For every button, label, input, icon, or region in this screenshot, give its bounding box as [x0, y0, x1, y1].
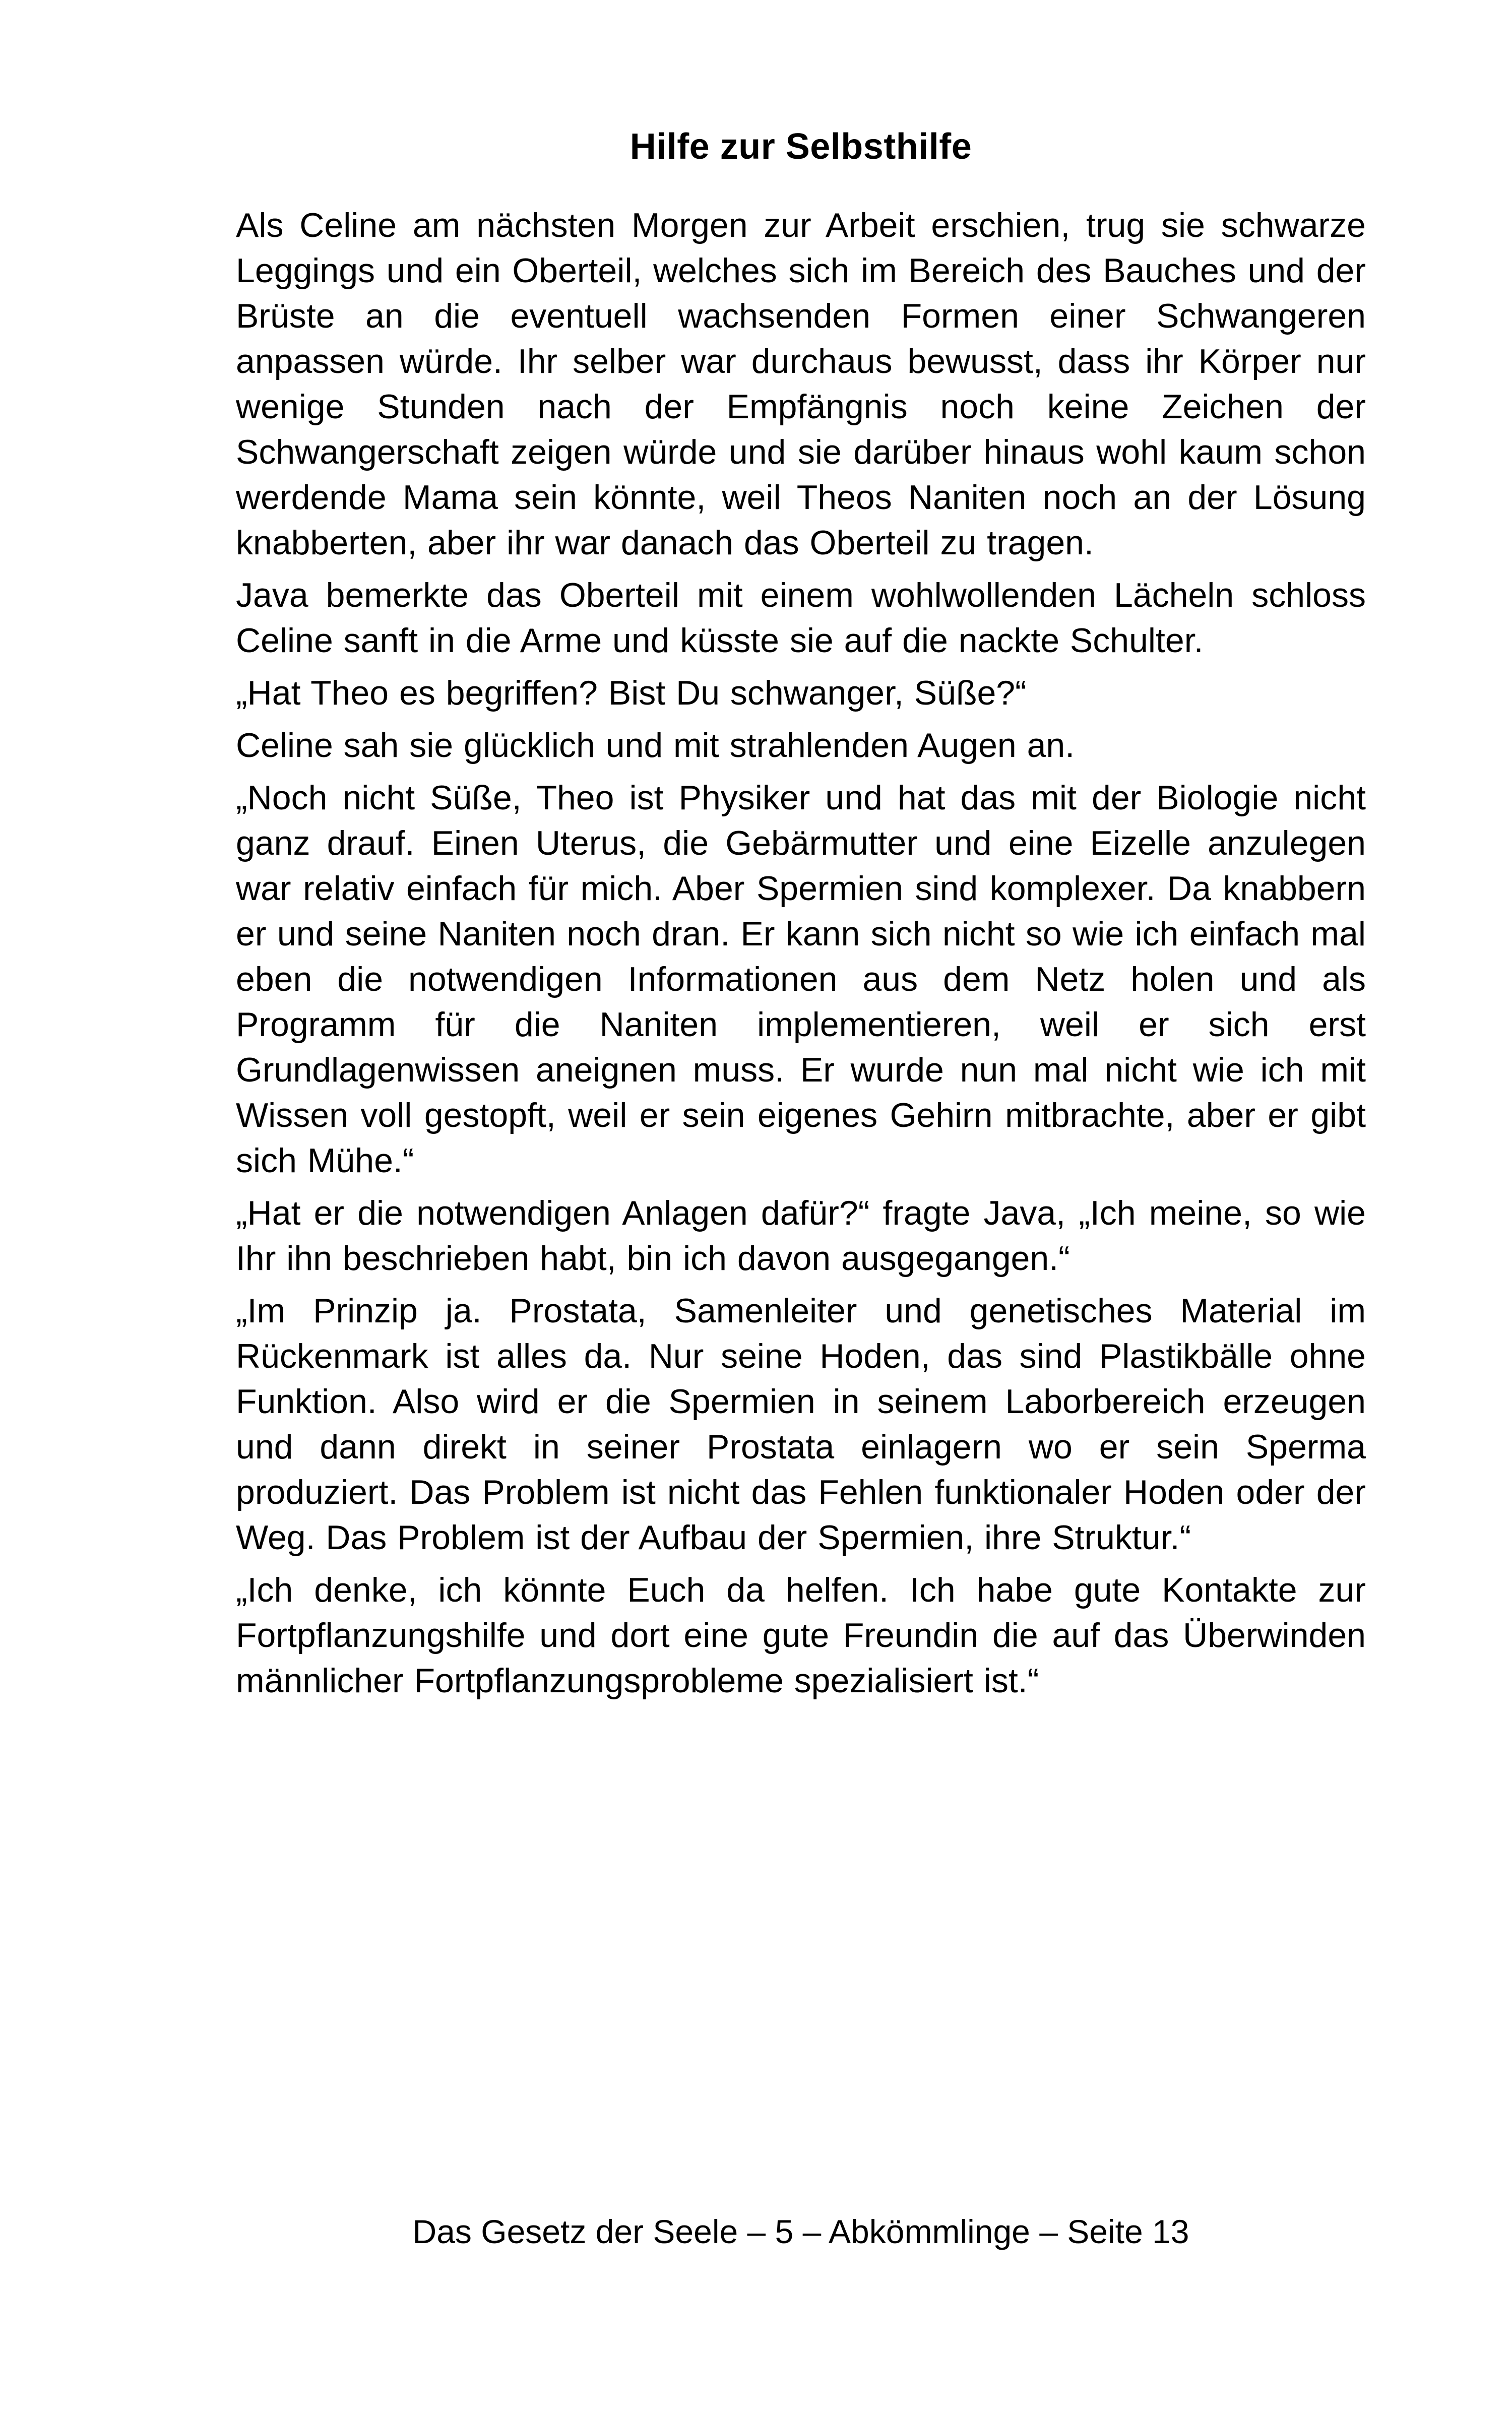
- body-text: [236, 203, 1366, 1703]
- paragraph: „Ich denke, ich könnte Euch da helfen. Ich habe gute Kontakte zur Fortpflanzungshilfe und dort eine gute Freundin die auf das Überwinden männlicher Fortpflanzungsprobleme spezialisiert ist.“: [236, 1571, 1366, 1700]
- page-title: Hilfe zur Selbsthilfe: [629, 126, 972, 167]
- page-footer: Das Gesetz der Seele – 5 – Abkömmlinge – Seite 13: [412, 2213, 1189, 2250]
- paragraph: „Hat er die notwendigen Anlagen dafür?“ fragte Java, „Ich meine, so wie Ihr ihn beschrieben habt, bin ich davon ausgegangen.“: [236, 1194, 1366, 1278]
- paragraph: Celine sah sie glücklich und mit strahlenden Augen an.: [236, 726, 1075, 765]
- paragraph: „Im Prinzip ja. Prostata, Samenleiter und genetisches Material im Rückenmark ist alles da. Nur seine Hoden, das sind Plastikbälle ohne Funktion. Also wird er die Spermien in seinem Laborbereich erzeugen und dann direkt in seiner Prostata einlagern wo er sein Sperma produziert. Das Problem ist nicht das Fehlen funktionaler Hoden oder der Weg. Das Problem ist der Aufbau der Spermien, ihre Struktur.“: [236, 1292, 1366, 1557]
- paragraph: Als Celine am nächsten Morgen zur Arbeit erschien, trug sie schwarze Leggings und ein Oberteil, welches sich im Bereich des Bauches und der Brüste an die eventuell wachsenden Formen einer Schwangeren anpassen würde. Ihr selber war durchaus bewusst, dass ihr Körper nur wenige Stunden nach der Empfängnis noch keine Zeichen der Schwangerschaft zeigen würde und sie darüber hinaus wohl kaum schon werdende Mama sein könnte, weil Theos Naniten noch an der Lösung knabberten, aber ihr war danach das Oberteil zu tragen.: [236, 206, 1366, 562]
- paragraph: „Hat Theo es begriffen? Bist Du schwanger, Süße?“: [236, 674, 1027, 712]
- paragraph: „Noch nicht Süße, Theo ist Physiker und hat das mit der Biologie nicht ganz drauf. Einen Uterus, die Gebärmutter und eine Eizelle anzulegen war relativ einfach für mich. Aber Spermien sind komplexer. Da knabbern er und seine Naniten noch dran. Er kann sich nicht so wie ich einfach mal eben die notwendigen Informationen aus dem Netz holen und als Programm für die Naniten implementieren, weil er sich erst Grundlagenwissen aneignen muss. Er wurde nun mal nicht wie ich mit Wissen voll gestopft, weil er sein eigenes Gehirn mitbrachte, aber er gibt sich Mühe.“: [236, 779, 1366, 1180]
- paragraph: Java bemerkte das Oberteil mit einem wohlwollenden Lächeln schloss Celine sanft in die Arme und küsste sie auf die nackte Schulter.: [236, 576, 1366, 660]
